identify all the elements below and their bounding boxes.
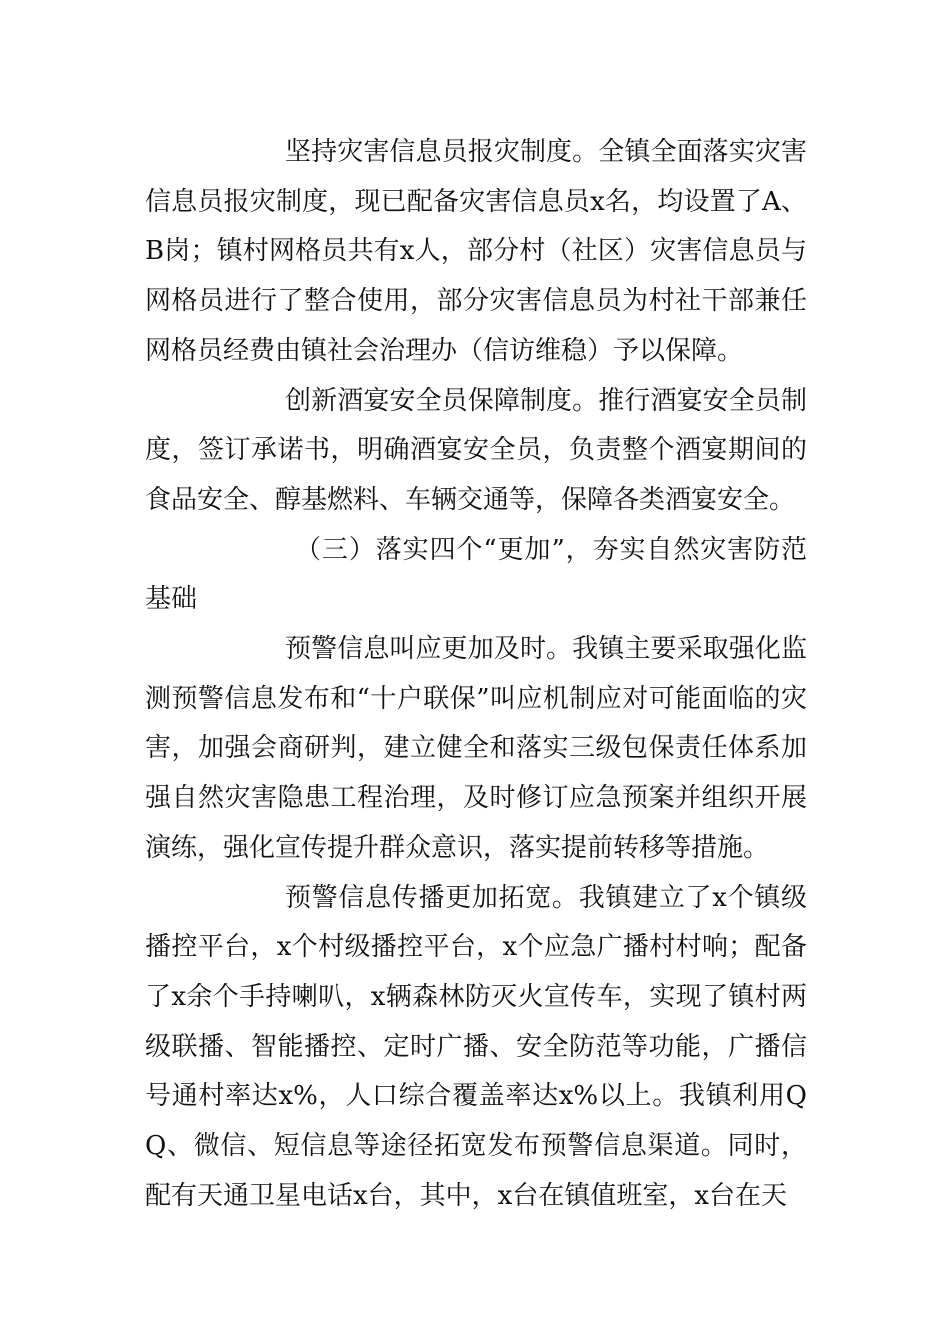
section-heading-three: （三）落实四个“更加”，夯实自然灾害防范基础	[145, 534, 807, 615]
paragraph-disaster-informant-system: 坚持灾害信息员报灾制度。全镇全面落实灾害信息员报灾制度，现已配备灾害信息员x名，均设置了A、B岗；镇村网格员共有x人，部分村（社区）灾害信息员与网格员进行了整合使用，部分灾害信息员为村社干部兼任网格员经费由镇社会治理办（信访维稳）予以保障。	[145, 137, 807, 366]
document-body	[145, 128, 807, 1221]
paragraph-banquet-safety-officer: 创新酒宴安全员保障制度。推行酒宴安全员制度，签订承诺书，明确酒宴安全员，负责整个酒宴期间的食品安全、醇基燃料、车辆交通等，保障各类酒宴安全。	[145, 385, 807, 515]
paragraph-warning-response: 预警信息叫应更加及时。我镇主要采取强化监测预警信息发布和“十户联保”叫应机制应对可能面临的灾害，加强会商研判，建立健全和落实三级包保责任体系加强自然灾害隐患工程治理，及时修订应急预案并组织开展演练，强化宣传提升群众意识，落实提前转移等措施。	[145, 634, 807, 863]
paragraph-warning-broadcast: 预警信息传播更加拓宽。我镇建立了x个镇级播控平台，x个村级播控平台，x个应急广播村村响；配备了x余个手持喇叭，x辆森林防灭火宣传车，实现了镇村两级联播、智能播控、定时广播、安全防范等功能，广播信号通村率达x%，人口综合覆盖率达x%以上。我镇利用QQ、微信、短信息等途径拓宽发布预警信息渠道。同时，配有天通卫星电话x台，其中，x台在镇值班室，x台在天	[145, 882, 807, 1211]
